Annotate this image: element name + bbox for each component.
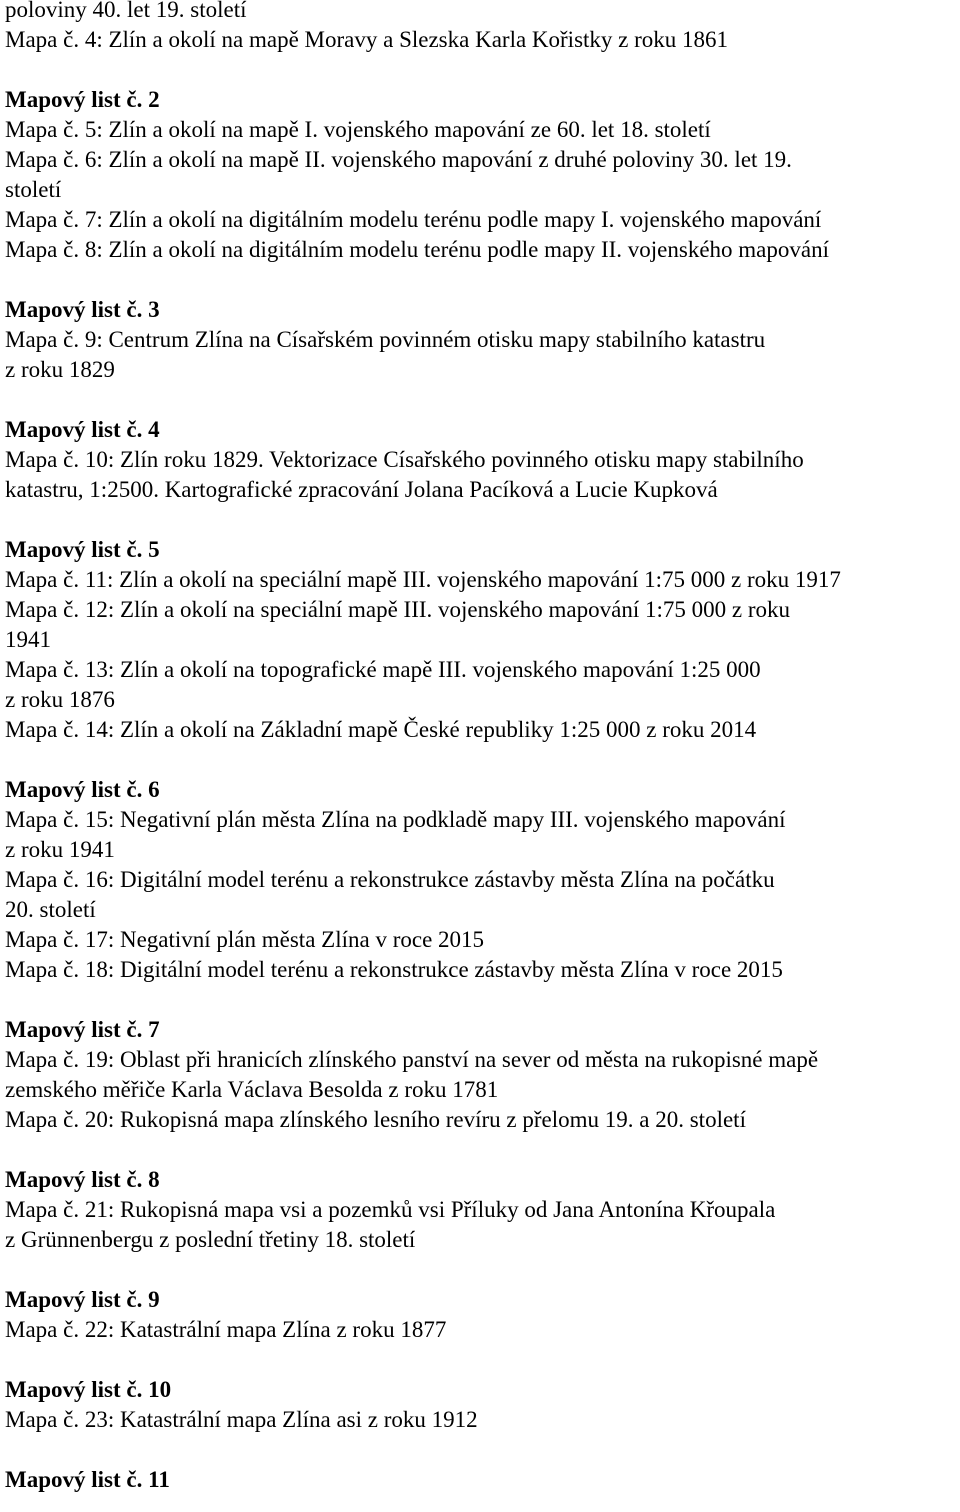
text-line: Mapa č. 6: Zlín a okolí na mapě II. vojenského mapování z druhé poloviny 30. let 19. [5, 147, 792, 172]
text-line: Mapa č. 20: Rukopisná mapa zlínského lesního revíru z přelomu 19. a 20. století [5, 1107, 746, 1132]
section-heading: Mapový list č. 6 [5, 777, 160, 802]
text-line: Mapa č. 10: Zlín roku 1829. Vektorizace Císařského povinného otisku mapy stabilního [5, 447, 804, 472]
section-heading: Mapový list č. 11 [5, 1467, 170, 1492]
section-heading: Mapový list č. 9 [5, 1287, 160, 1312]
text-line: Mapa č. 23: Katastrální mapa Zlína asi z roku 1912 [5, 1407, 478, 1432]
text-line: Mapa č. 8: Zlín a okolí na digitálním modelu terénu podle mapy II. vojenského mapování [5, 237, 829, 262]
section-heading: Mapový list č. 8 [5, 1167, 160, 1192]
paragraph-gap [5, 55, 960, 85]
text-line: Mapa č. 12: Zlín a okolí na speciální mapě III. vojenského mapování 1:75 000 z roku [5, 597, 790, 622]
section-heading: Mapový list č. 5 [5, 537, 160, 562]
paragraph-gap [5, 985, 960, 1015]
paragraph-gap [5, 265, 960, 295]
paragraph-gap [5, 1255, 960, 1285]
text-line: Mapa č. 5: Zlín a okolí na mapě I. vojenského mapování ze 60. let 18. století [5, 117, 711, 142]
text-line: poloviny 40. let 19. století [5, 0, 247, 22]
text-line: Mapa č. 18: Digitální model terénu a rekonstrukce zástavby města Zlína v roce 2015 [5, 957, 783, 982]
text-line: Mapa č. 17: Negativní plán města Zlína v roce 2015 [5, 927, 485, 952]
paragraph-gap [5, 385, 960, 415]
text-line: z Grünnenbergu z poslední třetiny 18. století [5, 1227, 416, 1252]
section-heading: Mapový list č. 10 [5, 1377, 172, 1402]
text-line: z roku 1941 [5, 837, 115, 862]
text-line: století [5, 177, 62, 202]
text-line: zemského měřiče Karla Václava Besolda z roku 1781 [5, 1077, 499, 1102]
text-line: katastru, 1:2500. Kartografické zpracování Jolana Pacíková a Lucie Kupková [5, 477, 718, 502]
paragraph-gap [5, 1435, 960, 1465]
document-page [5, 0, 960, 1495]
text-line: 20. století [5, 897, 96, 922]
text-line: Mapa č. 13: Zlín a okolí na topografické mapě III. vojenského mapování 1:25 000 [5, 657, 761, 682]
section-heading: Mapový list č. 3 [5, 297, 160, 322]
section-heading: Mapový list č. 2 [5, 87, 160, 112]
text-line: Mapa č. 22: Katastrální mapa Zlína z roku 1877 [5, 1317, 447, 1342]
paragraph-gap [5, 1345, 960, 1375]
text-line: 1941 [5, 627, 51, 652]
text-line: Mapa č. 15: Negativní plán města Zlína na podkladě mapy III. vojenského mapování [5, 807, 786, 832]
section-heading: Mapový list č. 4 [5, 417, 160, 442]
paragraph-gap [5, 1135, 960, 1165]
text-line: Mapa č. 4: Zlín a okolí na mapě Moravy a Slezska Karla Kořistky z roku 1861 [5, 27, 729, 52]
text-line: Mapa č. 7: Zlín a okolí na digitálním modelu terénu podle mapy I. vojenského mapování [5, 207, 822, 232]
text-line: Mapa č. 19: Oblast při hranicích zlínského panství na sever od města na rukopisné mapě [5, 1047, 819, 1072]
text-line: Mapa č. 9: Centrum Zlína na Císařském povinném otisku mapy stabilního katastru [5, 327, 766, 352]
paragraph-gap [5, 505, 960, 535]
text-line: Mapa č. 21: Rukopisná mapa vsi a pozemků vsi Příluky od Jana Antonína Křoupala [5, 1197, 776, 1222]
text-line: Mapa č. 16: Digitální model terénu a rekonstrukce zástavby města Zlína na počátku [5, 867, 775, 892]
section-heading: Mapový list č. 7 [5, 1017, 160, 1042]
paragraph-gap [5, 745, 960, 775]
text-line: z roku 1876 [5, 687, 115, 712]
text-line: z roku 1829 [5, 357, 115, 382]
text-line: Mapa č. 14: Zlín a okolí na Základní mapě České republiky 1:25 000 z roku 2014 [5, 717, 757, 742]
text-line: Mapa č. 11: Zlín a okolí na speciální mapě III. vojenského mapování 1:75 000 z roku 1917 [5, 567, 841, 592]
